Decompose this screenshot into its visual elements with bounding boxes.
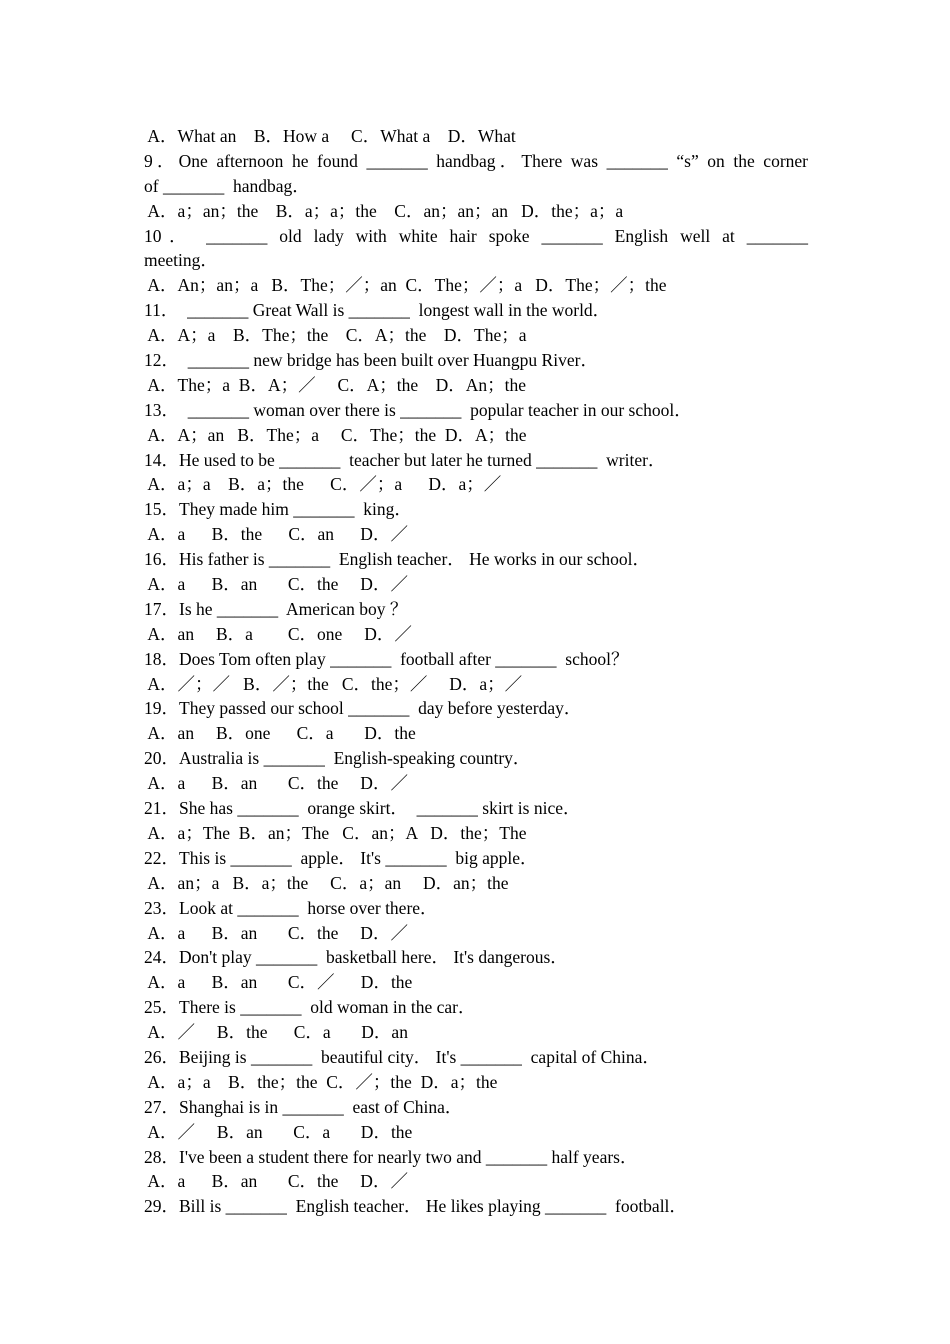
question-29: 29．Bill is _______ English teacher． He likes playing _______ football． bbox=[144, 1196, 687, 1217]
question-27: 27．Shanghai is in _______ east of China． bbox=[144, 1096, 463, 1117]
options-line-23: A．a B．an C．the D．／ bbox=[144, 922, 408, 943]
options-line-24: A．a B．an C．／ D．the bbox=[144, 972, 413, 993]
question-24: 24．Don't play _______ basketball here． It's dangerous． bbox=[144, 947, 568, 968]
question-23: 23．Look at _______ horse over there． bbox=[144, 897, 438, 918]
options-line-22: A．an；a B．a；the C．a；an D．an；the bbox=[144, 872, 509, 893]
options-line-9: A．a；an；the B．a；a；the C．an；an；an D．the；a；a bbox=[144, 200, 624, 221]
question-14: 14．He used to be _______ teacher but later he turned _______ writer． bbox=[144, 449, 666, 470]
options-line-21: A．a；The B．an；The C．an；A D．the；The bbox=[144, 822, 527, 843]
question-18: 18．Does Tom often play _______ football after _______ school？ bbox=[144, 648, 629, 669]
options-line-16: A．a B．an C．the D．／ bbox=[144, 574, 408, 595]
options-line-11: A．A；a B．The；the C．A；the D．The；a bbox=[144, 325, 527, 346]
options-line-15: A．a B．the C．an D．／ bbox=[144, 524, 408, 545]
question-9: 9．One afternoon he found _______ handbag．There was _______ “s” on the corner bbox=[144, 150, 808, 171]
options-line-28: A．a B．an C．the D．／ bbox=[144, 1171, 408, 1192]
question-15: 15．They made him _______ king． bbox=[144, 499, 412, 520]
question-28: 28．I've been a student there for nearly two and _______ half years． bbox=[144, 1146, 638, 1167]
exercise-text bbox=[144, 124, 808, 1219]
options-line-20: A．a B．an C．the D．／ bbox=[144, 773, 408, 794]
question-13: 13． _______ woman over there is _______ popular teacher in our school． bbox=[144, 399, 692, 420]
options-line-14: A．a；a B．a；the C．／；a D．a；／ bbox=[144, 474, 502, 495]
question-16: 16．His father is _______ English teacher． He works in our school． bbox=[144, 549, 650, 570]
question-17: 17．Is he _______ American boy ？ bbox=[144, 598, 408, 619]
question-10: 10． _______ old lady with white hair spoke _______ English well at _______ bbox=[144, 225, 808, 246]
options-line-8: A．What an B．How a C．What a D．What bbox=[144, 126, 516, 146]
question-22: 22．This is _______ apple． It's _______ big apple． bbox=[144, 847, 538, 868]
question-25: 25．There is _______ old woman in the car． bbox=[144, 997, 476, 1018]
question-10-continuation: meeting． bbox=[144, 250, 218, 271]
options-line-17: A．an B．a C．one D．／ bbox=[144, 623, 412, 644]
options-line-18: A．／；／ B．／；the C．the；／ D．a；／ bbox=[144, 673, 523, 694]
question-12: 12． _______ new bridge has been built over Huangpu River． bbox=[144, 350, 598, 371]
question-11: 11． _______ Great Wall is _______ longest wall in the world． bbox=[144, 300, 611, 321]
options-line-19: A．an B．one C．a D．the bbox=[144, 723, 416, 744]
options-line-27: A．／ B．an C．a D．the bbox=[144, 1121, 413, 1142]
question-20: 20．Australia is _______ English-speaking country． bbox=[144, 748, 531, 769]
question-9-continuation: of _______ handbag． bbox=[144, 175, 310, 196]
question-21: 21．She has _______ orange skirt． _______ skirt is nice． bbox=[144, 798, 581, 819]
options-line-13: A．A；an B．The；a C．The；the D．A；the bbox=[144, 424, 527, 445]
question-26: 26．Beijing is _______ beautiful city． It's _______ capital of China． bbox=[144, 1046, 660, 1067]
question-19: 19．They passed our school _______ day before yesterday． bbox=[144, 698, 582, 719]
options-line-12: A．The；a B．A；／ C．A；the D．An；the bbox=[144, 374, 527, 395]
options-line-26: A．a；a B．the；the C．／；the D．a；the bbox=[144, 1071, 498, 1092]
options-line-10: A．An；an；a B．The；／；an C．The；／；a D．The；／；the bbox=[144, 275, 667, 296]
options-line-25: A．／ B．the C．a D．an bbox=[144, 1022, 408, 1043]
